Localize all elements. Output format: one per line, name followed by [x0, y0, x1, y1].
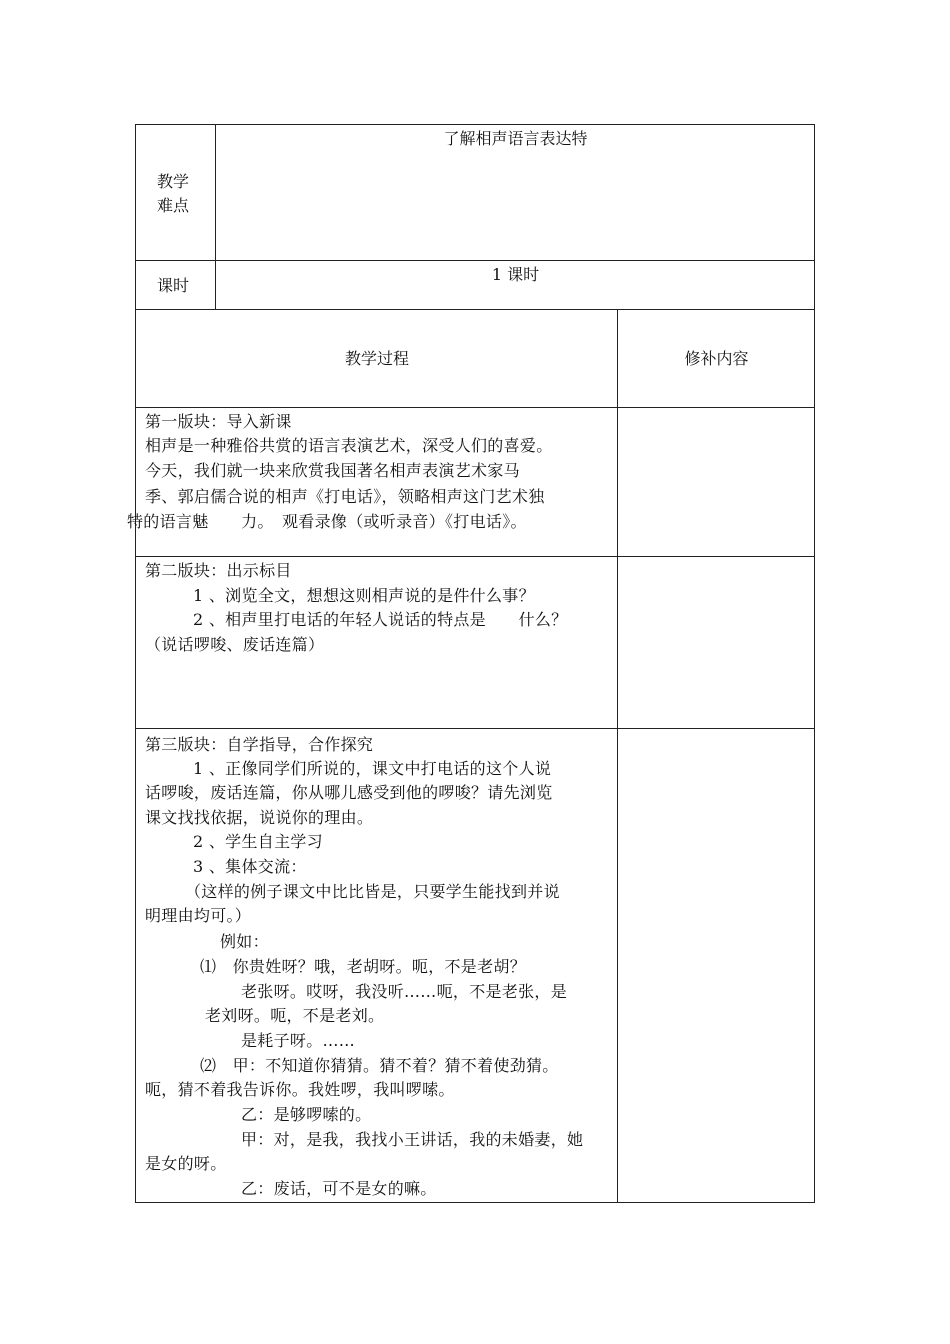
row-divider: [135, 309, 815, 310]
section1-line: 今天，我们就一块来欣赏我国著名相声表演艺术家马: [145, 461, 520, 480]
section3-line: 3 、集体交流：: [193, 857, 307, 876]
table-border-bottom: [135, 1202, 815, 1203]
section3-line: 呃，猜不着我告诉你。我姓啰，我叫啰嗦。: [145, 1080, 455, 1099]
row-divider: [135, 260, 815, 261]
difficulty-value: 了解相声语言表达特: [443, 129, 588, 148]
section2-line: 1 、浏览全文，想想这则相声说的是件什么事？: [193, 586, 535, 605]
section1-title: 第一版块：导入新课: [145, 412, 292, 431]
difficulty-label-line-1: 教学: [157, 172, 190, 191]
section3-line: 是耗子呀。……: [241, 1031, 356, 1050]
section3-title: 第三版块：自学指导，合作探究: [145, 735, 374, 754]
section3-line: 2 、学生自主学习: [193, 832, 323, 851]
section2-title: 第二版块：出示标目: [145, 561, 292, 580]
row-divider: [135, 407, 815, 408]
table-border-top: [135, 124, 815, 125]
period-value: 1 课时: [491, 265, 540, 284]
section3-line: 老刘呀。呃，不是老刘。: [205, 1006, 385, 1025]
section3-line: 乙：是够啰嗦的。: [241, 1105, 372, 1124]
section3-line: 是女的呀。: [145, 1154, 227, 1173]
revision-header: 修补内容: [684, 349, 749, 368]
table-border-left: [135, 124, 136, 1203]
row-divider: [135, 728, 815, 729]
section3-line: 老张呀。哎呀，我没听……呃，不是老张，是: [241, 982, 568, 1001]
section3-line: 乙：废话，可不是女的嘛。: [241, 1179, 437, 1198]
section2-line: 2 、相声里打电话的年轻人说话的特点是 什么？: [193, 610, 568, 629]
section1-line: 特的语言魅 力。 观看录像（或听录音）《打电话》。: [127, 512, 527, 531]
section3-line: 甲：对，是我，我找小王讲话，我的未婚妻，她: [241, 1130, 584, 1149]
section3-line: 例如：: [220, 932, 269, 951]
section3-line: ⑵ 甲：不知道你猜猜。猜不着？猜不着使劲猜。: [200, 1056, 559, 1075]
section1-line: 季、郭启儒合说的相声《打电话》，领略相声这门艺术独: [145, 487, 545, 506]
section3-line: 课文找找依据，说说你的理由。: [145, 808, 374, 827]
section3-line: （这样的例子课文中比比皆是，只要学生能找到并说: [185, 882, 560, 901]
row-divider: [135, 556, 815, 557]
section2-line: （说话啰唆、废话连篇）: [145, 635, 325, 654]
process-header: 教学过程: [344, 349, 409, 368]
revision-column-divider: [617, 309, 618, 1203]
section3-line: 明理由均可。）: [145, 906, 252, 925]
difficulty-label-line-2: 难点: [157, 196, 190, 215]
period-label: 课时: [157, 276, 190, 295]
section3-line: ⑴ 你贵姓呀？哦，老胡呀。呃，不是老胡？: [200, 957, 527, 976]
section1-line: 相声是一种雅俗共赏的语言表演艺术，深受人们的喜爱。: [145, 436, 553, 455]
section3-line: 话啰唆，废话连篇，你从哪儿感受到他的啰唆？请先浏览: [145, 783, 553, 802]
section3-line: 1 、正像同学们所说的，课文中打电话的这个人说: [193, 759, 552, 778]
